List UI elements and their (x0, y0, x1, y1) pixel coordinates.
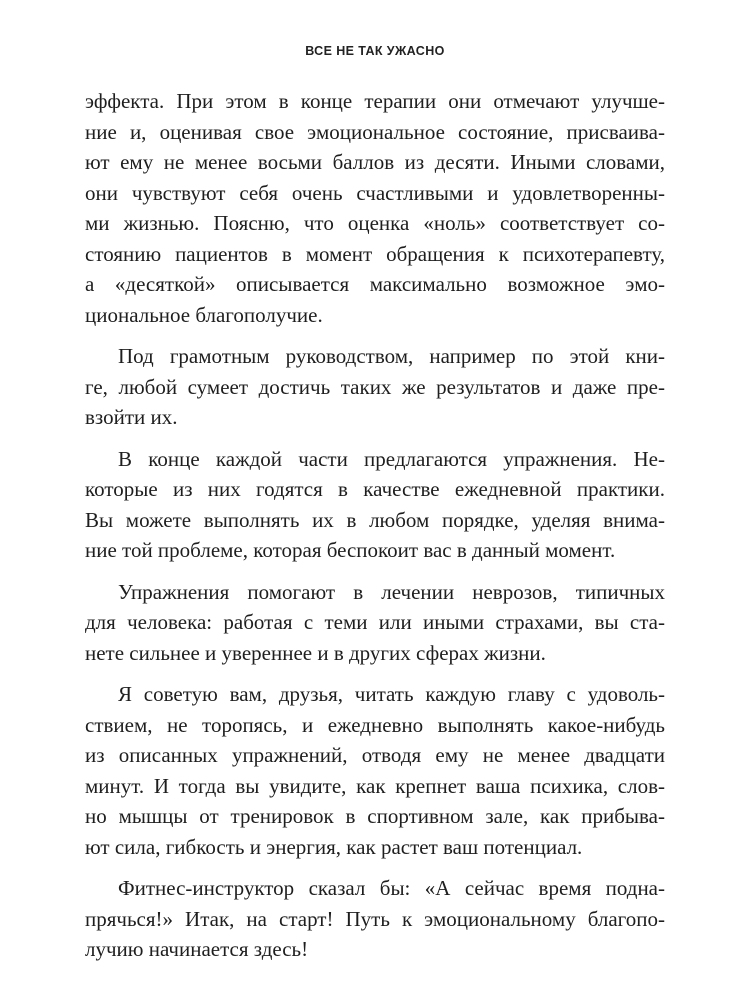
text-line: а «десяткой» описывается максимально возможное эмо- (85, 272, 665, 296)
text-line: нете сильнее и увереннее и в других сферах жизни. (85, 640, 546, 665)
text-line: лучию начинается здесь! (85, 937, 309, 961)
text-line: ние и, оценивая свое эмоциональное состояние, присваива- (85, 119, 665, 144)
text-line: минут. И тогда вы увидите, как крепнет ваша психика, слов- (85, 773, 665, 798)
text-line: ние той проблеме, которая беспокоит вас в данный момент. (85, 538, 616, 562)
text-line: но мышцы от тренировок в спортивном зале, как прибыва- (85, 804, 665, 828)
text-line: Упражнения помогают в лечении неврозов, типичных (118, 579, 665, 604)
text-line: прячься!» Итак, на старт! Путь к эмоциональному благопо- (85, 906, 665, 931)
text-line: Вы можете выполнять их в любом порядке, уделяя внима- (85, 507, 665, 532)
running-head-title: ВСЕ НЕ ТАК УЖАСНО (305, 44, 445, 58)
text-line: из описанных упражнений, отводя ему не менее двадцати (85, 743, 665, 767)
text-line: ми жизнью. Поясню, что оценка «ноль» соответствует со- (85, 211, 665, 235)
body-text (85, 86, 665, 976)
paragraph (85, 341, 665, 433)
text-line: В конце каждой части предлагаются упражнения. Не- (118, 446, 665, 471)
text-line: Под грамотным руководством, например по этой кни- (118, 344, 665, 368)
text-line: стоянию пациентов в момент обращения к психотерапевту, (85, 241, 665, 266)
paragraph (85, 444, 665, 566)
text-line: которые из них годятся в качестве ежедневной практики. (85, 477, 665, 501)
text-line: циональное благополучие. (85, 302, 323, 327)
paragraph-continuation (85, 86, 665, 330)
text-line: взойти их. (85, 405, 178, 429)
text-line: Фитнес-инструктор сказал бы: «А сейчас время подна- (118, 876, 665, 900)
text-line: ют ему не менее восьми баллов из десяти. Иными словами, (85, 150, 665, 174)
text-line: эффекта. При этом в конце терапии они отмечают улучше- (85, 89, 665, 113)
text-line: они чувствуют себя очень счастливыми и удовлетворенны- (85, 180, 665, 205)
text-line: ют сила, гибкость и энергия, как растет ваш потенциал. (85, 834, 583, 859)
text-line: для человека: работая с теми или иными страхами, вы ста- (85, 610, 665, 634)
paragraph (85, 577, 665, 669)
paragraph (85, 873, 665, 965)
paragraph (85, 679, 665, 862)
text-line: Я советую вам, друзья, читать каждую главу с удоволь- (118, 682, 665, 706)
text-line: ге, любой сумеет достичь таких же результатов и даже пре- (85, 374, 665, 399)
text-line: ствием, не торопясь, и ежедневно выполнять какое-нибудь (85, 712, 665, 737)
